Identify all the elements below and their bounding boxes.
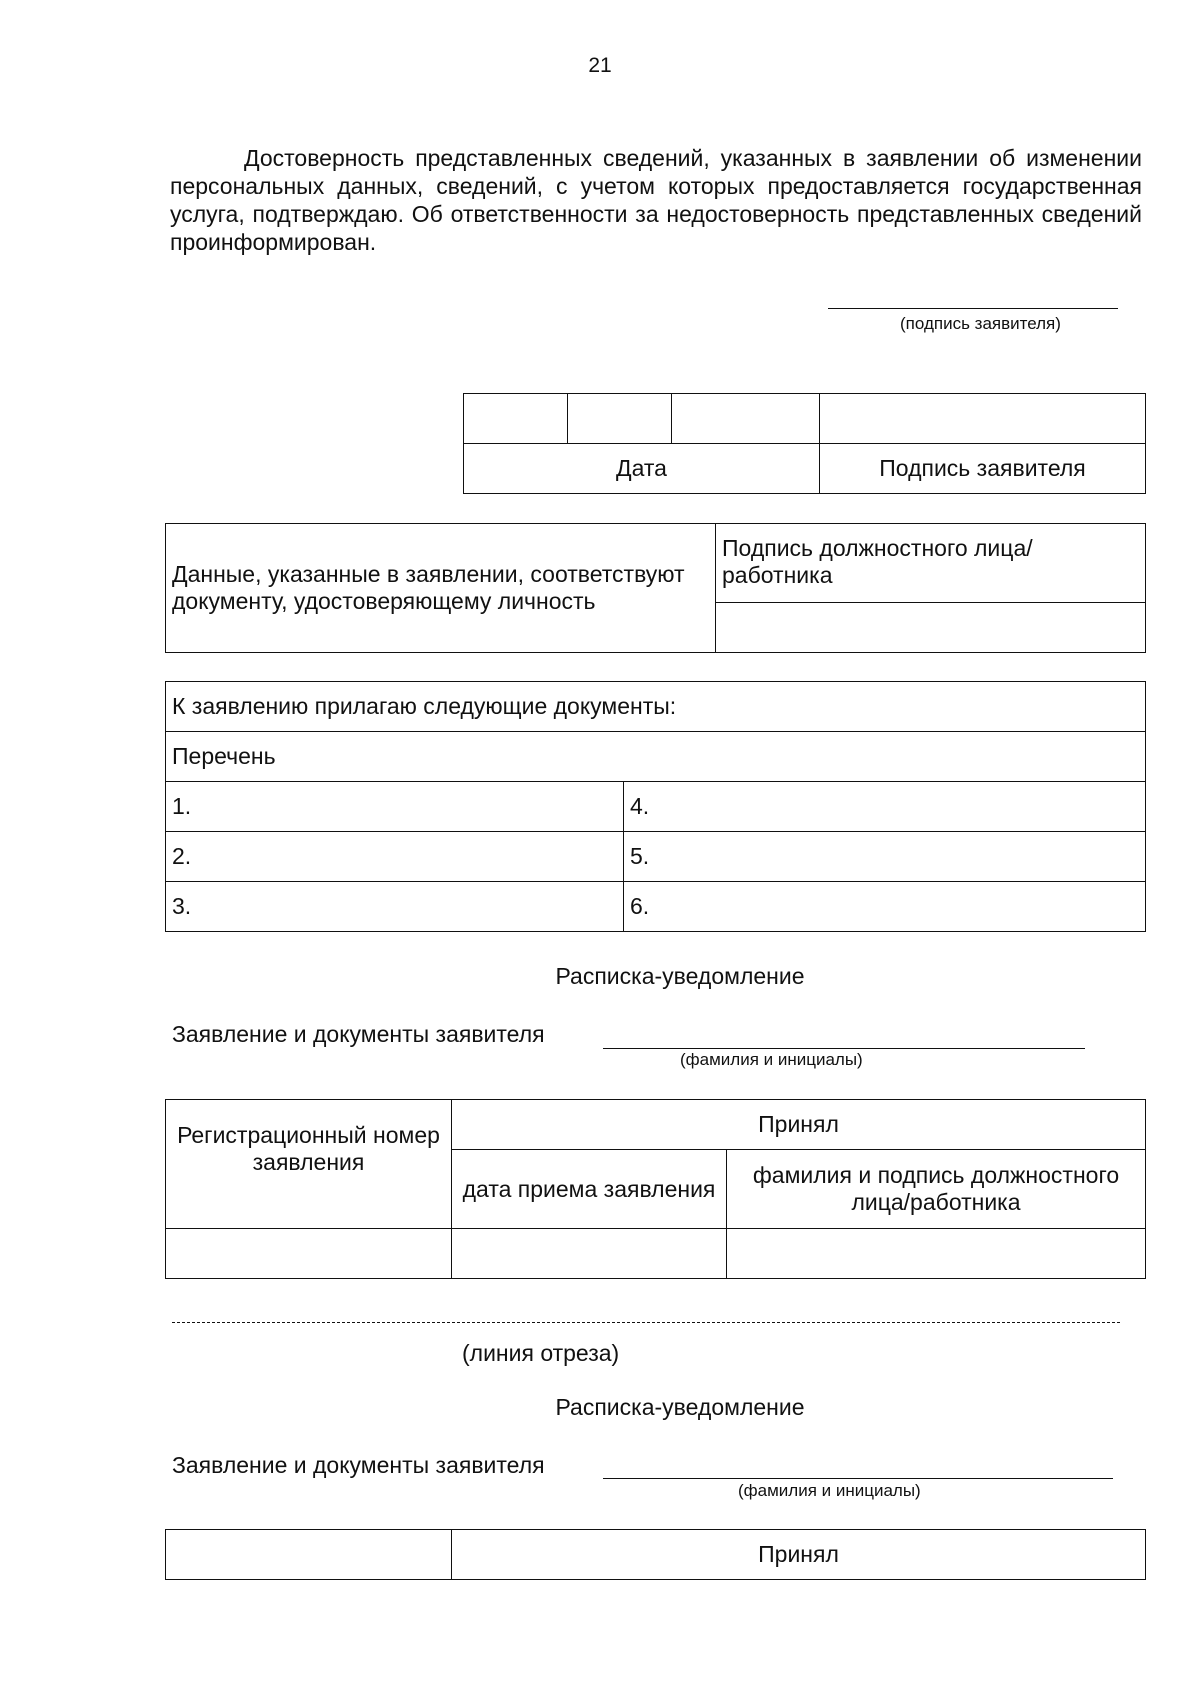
cut-line-label: (линия отреза) <box>462 1340 620 1366</box>
registration-number-cell[interactable] <box>166 1229 452 1279</box>
receipt-copy-applicant-line-label: Заявление и документы заявителя <box>172 1452 545 1478</box>
document-item-1[interactable]: 1. <box>166 782 624 832</box>
document-item-4[interactable]: 4. <box>624 782 1146 832</box>
receipt-title: Расписка-уведомление <box>555 963 805 989</box>
registration-number-label: Регистрационный номер заявления <box>166 1100 452 1229</box>
document-item-6[interactable]: 6. <box>624 882 1146 932</box>
applicant-signature-caption: (подпись заявителя) <box>900 314 1061 333</box>
receipt-copy-title: Расписка-уведомление <box>555 1394 805 1420</box>
verification-statement: Данные, указанные в заявлении, соответствуют документу, удостоверяющему личность <box>166 524 716 653</box>
document-item-5[interactable]: 5. <box>624 832 1146 882</box>
official-name-signature-cell[interactable] <box>727 1229 1146 1279</box>
document-item-3[interactable]: 3. <box>166 882 624 932</box>
official-name-signature-label: фамилия и подпись должностного лица/работника <box>727 1150 1146 1229</box>
statement-paragraph <box>170 144 1142 256</box>
receipt-copy-applicant-name-caption: (фамилия и инициалы) <box>738 1481 921 1500</box>
verification-table <box>165 523 1146 653</box>
receipt-copy-accepted-label: Принял <box>452 1530 1146 1580</box>
cut-line <box>172 1322 1120 1323</box>
receipt-copy-table <box>165 1529 1146 1580</box>
receipt-copy-applicant-name-line[interactable] <box>603 1478 1113 1479</box>
page-number: 21 <box>588 54 612 77</box>
accepted-label: Принял <box>452 1100 1146 1150</box>
signature-cell[interactable] <box>820 394 1146 444</box>
acceptance-date-cell[interactable] <box>452 1229 727 1279</box>
statement-text: Достоверность представленных сведений, указанных в заявлении об изменении персональных данных, сведений, с учетом которых предоставляется государственная услуга, подтверждаю. Об ответственности за недостоверность представленных сведений проинформирован. <box>170 145 1142 255</box>
applicant-name-caption: (фамилия и инициалы) <box>680 1050 863 1069</box>
applicant-signature-line <box>828 308 1118 309</box>
signature-label: Подпись заявителя <box>820 444 1146 494</box>
date-month-cell[interactable] <box>568 394 672 444</box>
document-item-2[interactable]: 2. <box>166 832 624 882</box>
applicant-name-line[interactable] <box>603 1048 1085 1049</box>
receipt-table <box>165 1099 1146 1279</box>
official-signature-label: Подпись должностного лица/работника <box>716 524 1146 603</box>
date-signature-table <box>463 393 1146 494</box>
date-label: Дата <box>464 444 820 494</box>
receipt-copy-registration-cell[interactable] <box>166 1530 452 1580</box>
official-signature-cell[interactable] <box>716 603 1146 653</box>
attached-documents-table <box>165 681 1146 932</box>
date-year-cell[interactable] <box>672 394 820 444</box>
documents-header: К заявлению прилагаю следующие документы: <box>166 682 1146 732</box>
documents-list-label: Перечень <box>166 732 1146 782</box>
applicant-line-label: Заявление и документы заявителя <box>172 1021 545 1047</box>
date-day-cell[interactable] <box>464 394 568 444</box>
acceptance-date-label: дата приема заявления <box>452 1150 727 1229</box>
